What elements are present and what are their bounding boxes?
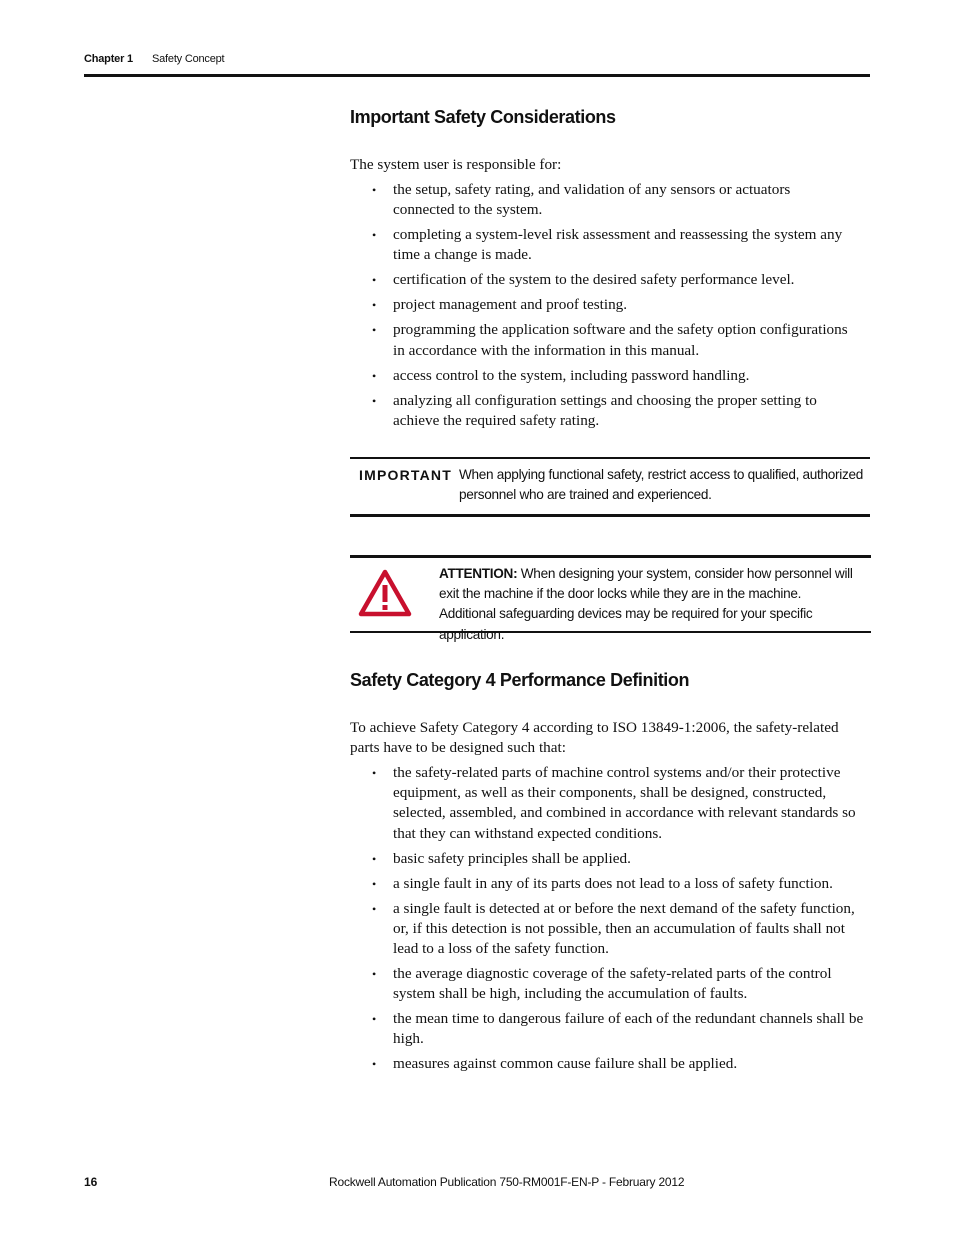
important-label: IMPORTANT	[359, 467, 452, 483]
list-item: • the average diagnostic coverage of the safety-related parts of the control system shall be high, including the accumulation of faults.	[372, 965, 832, 1003]
bullet-icon: •	[372, 967, 377, 982]
bullet-icon: •	[372, 323, 377, 338]
list-item: • basic safety principles shall be applied.	[370, 849, 870, 869]
bullet-icon: •	[372, 1057, 377, 1072]
list-item: • measures against common cause failure shall be applied.	[370, 1054, 870, 1074]
list-item: • completing a system-level risk assessment and reassessing the system any time a change is made.	[372, 226, 843, 264]
attention-note	[350, 555, 871, 642]
list-item: • a single fault is detected at or before the next demand of the safety function, or, if this detection is not possible, then an accumulation of faults shall not lead to a loss of the safety function.	[372, 899, 855, 958]
bullet-icon: •	[372, 273, 377, 288]
chapter-label: Chapter 1	[84, 53, 133, 65]
section-title-category-4: Safety Category 4 Performance Definition	[350, 670, 690, 690]
bullet-icon: •	[372, 901, 377, 916]
bullet-icon: •	[372, 851, 377, 866]
bullet-icon: •	[372, 766, 377, 780]
section1-list	[370, 180, 850, 436]
section-title-important-safety: Important Safety Considerations	[350, 107, 616, 127]
list-item: • the safety-related parts of machine control systems and/or their protective equipment, as well as their components, shall be designed, constructed, selected, assembled, and combined in accordance with relevant standards so that they can withstand expected conditions.	[372, 764, 856, 842]
warning-triangle-icon	[358, 568, 412, 618]
bullet-icon: •	[372, 876, 377, 891]
bullet-icon: •	[372, 1012, 377, 1027]
bullet-icon: •	[372, 228, 377, 243]
list-item: • analyzing all configuration settings and choosing the proper setting to achieve the required safety rating.	[372, 391, 817, 429]
attention-label: ATTENTION:	[439, 566, 518, 581]
list-item: • a single fault in any of its parts does not lead to a loss of safety function.	[370, 874, 870, 894]
attention-text-block	[439, 564, 859, 645]
publication-info: Rockwell Automation Publication 750-RM001F-EN-P - February 2012	[329, 1175, 685, 1189]
important-note	[350, 457, 870, 517]
list-item: • the setup, safety rating, and validation of any sensors or actuators connected to the system.	[372, 181, 791, 219]
running-header	[84, 52, 870, 76]
bullet-icon: •	[372, 183, 377, 197]
attention-text: When designing your system, consider how personnel will exit the machine if the door locks while they are in the machine. Additional safeguarding devices may be required for your specific application.	[439, 566, 853, 642]
section2-intro: To achieve Safety Category 4 according to ISO 13849-1:2006, the safety-related parts have to be designed such that:	[350, 719, 839, 757]
list-item: • access control to the system, including password handling.	[370, 366, 850, 386]
list-item: • the mean time to dangerous failure of each of the redundant channels shall be high.	[372, 1010, 864, 1048]
bullet-icon: •	[372, 368, 377, 383]
section-label: Safety Concept	[152, 53, 225, 65]
important-text: When applying functional safety, restrict access to qualified, authorized personnel who are trained and experienced.	[459, 467, 864, 502]
page-number: 16	[84, 1175, 98, 1189]
bullet-icon: •	[372, 393, 377, 408]
list-item: • project management and proof testing.	[370, 295, 850, 315]
list-item: • certification of the system to the desired safety performance level.	[370, 270, 850, 290]
header-rule	[84, 74, 870, 77]
section2-list	[370, 763, 870, 1079]
list-item: • programming the application software and the safety option configurations in accordance with the information in this manual.	[372, 321, 848, 359]
bullet-icon: •	[372, 298, 377, 313]
section1-intro: The system user is responsible for:	[350, 156, 562, 173]
